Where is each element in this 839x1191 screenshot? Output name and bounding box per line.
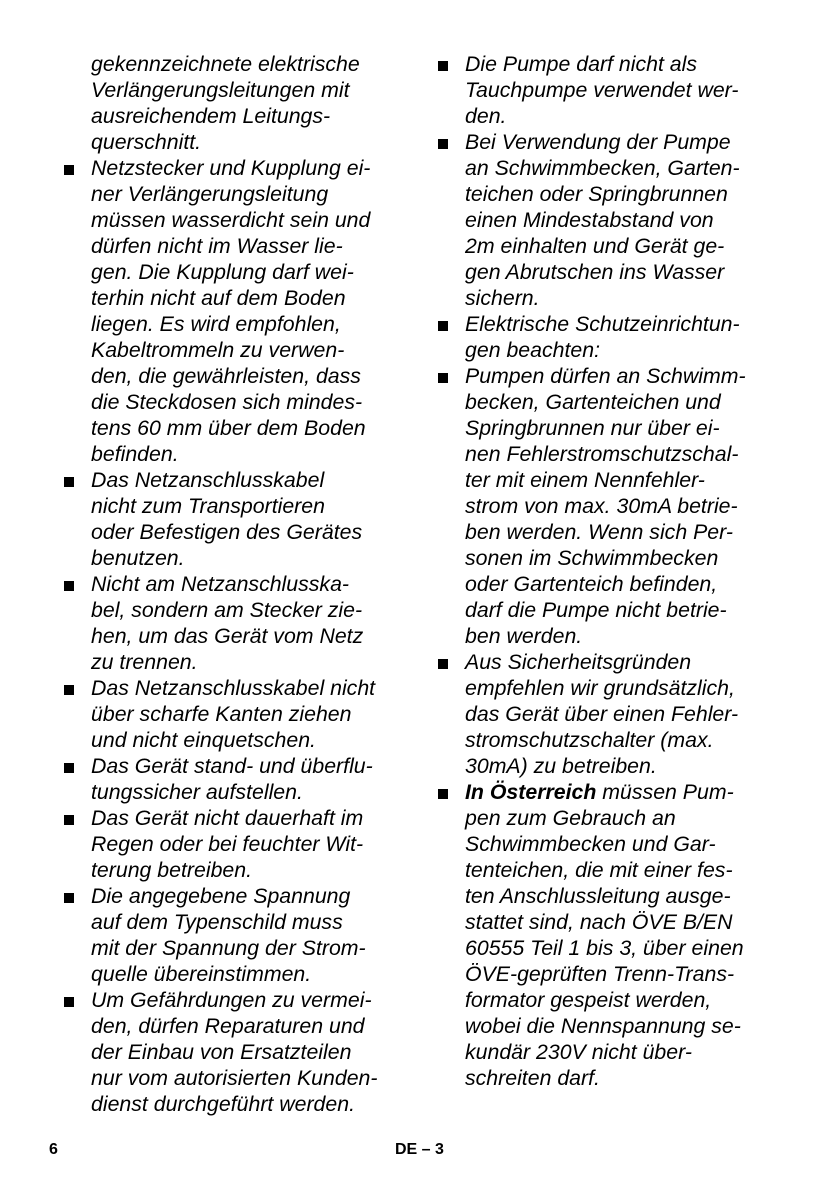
line-text: 30mA) zu betreiben. bbox=[465, 754, 657, 778]
line-text: darf die Pumpe nicht betrie- bbox=[465, 598, 727, 622]
text-line bbox=[438, 675, 788, 701]
line-text: Das Gerät nicht dauerhaft im bbox=[91, 806, 364, 830]
bullet-square-icon bbox=[64, 685, 74, 695]
text-line bbox=[64, 259, 409, 285]
bullet-square-icon bbox=[438, 139, 448, 149]
line-text: ter mit einem Nennfehler- bbox=[465, 468, 705, 492]
text-line bbox=[438, 493, 788, 519]
bullet-square-icon bbox=[438, 659, 448, 669]
text-line bbox=[438, 389, 788, 415]
line-text: dienst durchgeführt werden. bbox=[91, 1092, 356, 1116]
text-line bbox=[438, 77, 788, 103]
list-item-first-line bbox=[64, 467, 409, 493]
line-text: stattet sind, nach ÖVE B/EN bbox=[465, 910, 733, 934]
line-text: Das Netzanschlusskabel nicht bbox=[91, 676, 376, 700]
text-line bbox=[64, 701, 409, 727]
line-text: Um Gefährdungen zu vermei- bbox=[91, 988, 372, 1012]
list-item-first-line bbox=[64, 675, 409, 701]
bullet-square-icon bbox=[64, 477, 74, 487]
text-line bbox=[438, 831, 788, 857]
line-text: terhin nicht auf dem Boden bbox=[91, 286, 346, 310]
line-text: Elektrische Schutzeinrichtun- bbox=[465, 312, 740, 336]
text-line bbox=[64, 415, 409, 441]
line-text: auf dem Typenschild muss bbox=[91, 910, 343, 934]
text-line bbox=[438, 987, 788, 1013]
line-text: befinden. bbox=[91, 442, 179, 466]
bold-lead: In Österreich bbox=[465, 780, 597, 804]
line-text: tens 60 mm über dem Boden bbox=[91, 416, 366, 440]
text-line bbox=[438, 259, 788, 285]
line-text: Das Netzanschlusskabel bbox=[91, 468, 325, 492]
text-line bbox=[64, 831, 409, 857]
bullet-square-icon bbox=[438, 61, 448, 71]
line-text: wobei die Nennspannung se- bbox=[465, 1014, 741, 1038]
text-line bbox=[438, 1013, 788, 1039]
list-item-first-line bbox=[64, 753, 409, 779]
line-text: Netzstecker und Kupplung ei- bbox=[91, 156, 371, 180]
line-text: kundär 230V nicht über- bbox=[465, 1040, 692, 1064]
line-text: ÖVE-geprüften Trenn-Trans- bbox=[465, 962, 735, 986]
text-line bbox=[64, 935, 409, 961]
text-line bbox=[64, 1065, 409, 1091]
text-line bbox=[64, 233, 409, 259]
bullet-square-icon bbox=[438, 789, 448, 799]
line-text: benutzen. bbox=[91, 546, 185, 570]
text-line bbox=[438, 935, 788, 961]
line-text: ten Anschlussleitung ausge- bbox=[465, 884, 731, 908]
text-line bbox=[438, 233, 788, 259]
line-text: Schwimmbecken und Gar- bbox=[465, 832, 716, 856]
line-text: terung betreiben. bbox=[91, 858, 253, 882]
list-item-first-line bbox=[64, 805, 409, 831]
text-line bbox=[64, 649, 409, 675]
line-text: den. bbox=[465, 104, 507, 128]
line-text: ben werden. Wenn sich Per- bbox=[465, 520, 733, 544]
line-text: 60555 Teil 1 bis 3, über einen bbox=[465, 936, 744, 960]
line-text: die Steckdosen sich mindes- bbox=[91, 390, 363, 414]
text-line bbox=[438, 623, 788, 649]
line-text: das Gerät über einen Fehler- bbox=[465, 702, 739, 726]
bullet-square-icon bbox=[64, 581, 74, 591]
text-line bbox=[64, 389, 409, 415]
line-text: nicht zum Transportieren bbox=[91, 494, 325, 518]
line-text: Das Gerät stand- und überflu- bbox=[91, 754, 373, 778]
page-reference: DE – 3 bbox=[395, 1141, 444, 1158]
list-item-first-line bbox=[438, 779, 788, 805]
bullet-square-icon bbox=[438, 373, 448, 383]
text-line bbox=[438, 701, 788, 727]
line-text: oder Gartenteich befinden, bbox=[465, 572, 718, 596]
list-item-first-line bbox=[64, 883, 409, 909]
text-line bbox=[64, 51, 409, 77]
line-text: Bei Verwendung der Pumpe bbox=[465, 130, 731, 154]
bullet-square-icon bbox=[64, 815, 74, 825]
line-text: becken, Gartenteichen und bbox=[465, 390, 721, 414]
list-item-first-line bbox=[438, 363, 788, 389]
text-line bbox=[64, 129, 409, 155]
line-text: tenteichen, die mit einer fes- bbox=[465, 858, 733, 882]
text-line bbox=[64, 779, 409, 805]
line-text: quelle übereinstimmen. bbox=[91, 962, 312, 986]
text-line bbox=[64, 1013, 409, 1039]
text-line bbox=[438, 415, 788, 441]
text-line bbox=[438, 155, 788, 181]
text-line bbox=[64, 857, 409, 883]
line-text: zu trennen. bbox=[91, 650, 198, 674]
text-line bbox=[438, 337, 788, 363]
line-text: ausreichendem Leitungs- bbox=[91, 104, 331, 128]
line-text: den, dürfen Reparaturen und bbox=[91, 1014, 365, 1038]
line-text: Pumpen dürfen an Schwimm- bbox=[465, 364, 746, 388]
text-line bbox=[438, 883, 788, 909]
text-line bbox=[64, 441, 409, 467]
text-line bbox=[64, 623, 409, 649]
line-text: dürfen nicht im Wasser lie- bbox=[91, 234, 343, 258]
text-line bbox=[64, 181, 409, 207]
line-text: sonen im Schwimmbecken bbox=[465, 546, 719, 570]
bullet-square-icon bbox=[64, 165, 74, 175]
line-rest: müssen Pum- bbox=[596, 780, 734, 804]
line-text: Aus Sicherheitsgründen bbox=[465, 650, 692, 674]
text-line bbox=[438, 805, 788, 831]
text-line bbox=[438, 467, 788, 493]
text-line bbox=[438, 1065, 788, 1091]
text-line bbox=[438, 753, 788, 779]
line-text: Nicht am Netzanschlusska- bbox=[91, 572, 350, 596]
line-text: tungssicher aufstellen. bbox=[91, 780, 303, 804]
text-line bbox=[438, 103, 788, 129]
text-line bbox=[438, 285, 788, 311]
list-item-first-line bbox=[438, 649, 788, 675]
text-line bbox=[64, 363, 409, 389]
line-text: liegen. Es wird empfohlen, bbox=[91, 312, 341, 336]
line-text: formator gespeist werden, bbox=[465, 988, 712, 1012]
line-text: empfehlen wir grundsätzlich, bbox=[465, 676, 735, 700]
line-text: ben werden. bbox=[465, 624, 583, 648]
line-text: über scharfe Kanten ziehen bbox=[91, 702, 352, 726]
text-line bbox=[64, 519, 409, 545]
text-line bbox=[64, 493, 409, 519]
line-text: bel, sondern am Stecker zie- bbox=[91, 598, 363, 622]
line-text: Regen oder bei feuchter Wit- bbox=[91, 832, 364, 856]
line-text: querschnitt. bbox=[91, 130, 202, 154]
text-line bbox=[64, 545, 409, 571]
line-text: pen zum Gebrauch an bbox=[465, 806, 676, 830]
line-text bbox=[465, 779, 734, 805]
text-line bbox=[64, 909, 409, 935]
line-text: gen. Die Kupplung darf wei- bbox=[91, 260, 354, 284]
bullet-square-icon bbox=[64, 997, 74, 1007]
line-text: oder Befestigen des Gerätes bbox=[91, 520, 363, 544]
line-text: 2m einhalten und Gerät ge- bbox=[465, 234, 725, 258]
text-line bbox=[64, 961, 409, 987]
line-text: an Schwimmbecken, Garten- bbox=[465, 156, 740, 180]
line-text: teichen oder Springbrunnen bbox=[465, 182, 728, 206]
text-line bbox=[64, 77, 409, 103]
page-number: 6 bbox=[49, 1141, 58, 1158]
line-text: gekennzeichnete elektrische bbox=[91, 52, 360, 76]
line-text: hen, um das Gerät vom Netz bbox=[91, 624, 364, 648]
bullet-square-icon bbox=[64, 893, 74, 903]
line-text: gen Abrutschen ins Wasser bbox=[465, 260, 725, 284]
text-line bbox=[64, 1039, 409, 1065]
list-item-first-line bbox=[438, 129, 788, 155]
line-text: mit der Spannung der Strom- bbox=[91, 936, 366, 960]
text-line bbox=[64, 597, 409, 623]
bullet-square-icon bbox=[438, 321, 448, 331]
bullet-square-icon bbox=[64, 763, 74, 773]
line-text: der Einbau von Ersatzteilen bbox=[91, 1040, 352, 1064]
line-text: nen Fehlerstromschutzschal- bbox=[465, 442, 739, 466]
line-text: und nicht einquetschen. bbox=[91, 728, 316, 752]
text-line bbox=[438, 571, 788, 597]
text-line bbox=[64, 1091, 409, 1117]
right-column bbox=[438, 51, 788, 1091]
text-line bbox=[438, 857, 788, 883]
text-line bbox=[64, 207, 409, 233]
text-line bbox=[64, 103, 409, 129]
text-line bbox=[438, 181, 788, 207]
line-text: Verlängerungsleitungen mit bbox=[91, 78, 350, 102]
text-line bbox=[438, 519, 788, 545]
list-item-first-line bbox=[438, 51, 788, 77]
line-text: Die Pumpe darf nicht als bbox=[465, 52, 698, 76]
list-item-first-line bbox=[64, 571, 409, 597]
text-line bbox=[64, 285, 409, 311]
line-text: Kabeltrommeln zu verwen- bbox=[91, 338, 345, 362]
line-text: strom von max. 30mA betrie- bbox=[465, 494, 738, 518]
text-line bbox=[438, 597, 788, 623]
text-line bbox=[438, 909, 788, 935]
line-text: Springbrunnen nur über ei- bbox=[465, 416, 720, 440]
text-line bbox=[438, 441, 788, 467]
line-text: gen beachten: bbox=[465, 338, 600, 362]
line-text: müssen wasserdicht sein und bbox=[91, 208, 371, 232]
list-item-first-line bbox=[64, 155, 409, 181]
line-text: schreiten darf. bbox=[465, 1066, 600, 1090]
text-line bbox=[64, 337, 409, 363]
text-line bbox=[438, 545, 788, 571]
list-item-first-line bbox=[438, 311, 788, 337]
line-text: Die angegebene Spannung bbox=[91, 884, 351, 908]
line-text: einen Mindestabstand von bbox=[465, 208, 714, 232]
list-item-first-line bbox=[64, 987, 409, 1013]
line-text: sichern. bbox=[465, 286, 540, 310]
text-line bbox=[64, 727, 409, 753]
text-line bbox=[438, 727, 788, 753]
left-column bbox=[64, 51, 409, 1117]
line-text: den, die gewährleisten, dass bbox=[91, 364, 361, 388]
line-text: Tauchpumpe verwendet wer- bbox=[465, 78, 739, 102]
text-line bbox=[438, 207, 788, 233]
text-line bbox=[438, 1039, 788, 1065]
line-text: nur vom autorisierten Kunden- bbox=[91, 1066, 378, 1090]
line-text: ner Verlängerungsleitung bbox=[91, 182, 329, 206]
text-line bbox=[438, 961, 788, 987]
text-line bbox=[64, 311, 409, 337]
line-text: stromschutzschalter (max. bbox=[465, 728, 714, 752]
